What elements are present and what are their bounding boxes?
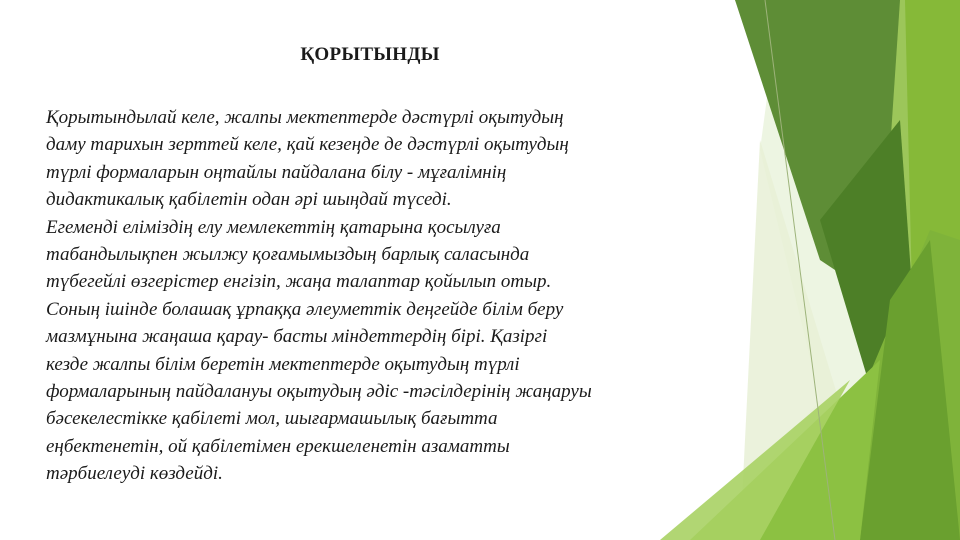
text-line: бәсекелестікке қабілеті мол, шығармашылық бағытта xyxy=(46,408,498,430)
body-paragraph xyxy=(46,104,746,488)
text-line: түбегейлі өзгерістер енгізіп, жаңа талаптар қойылып отыр. xyxy=(46,271,552,293)
text-line: формаларының пайдалануы оқытудың әдіс -тәсілдерінің жаңаруы xyxy=(46,381,592,403)
text-line: дидактикалық қабілетін одан әрі шыңдай түседі. xyxy=(46,189,452,211)
text-line: кезде жалпы білім беретін мектептерде оқытудың түрлі xyxy=(46,353,520,375)
slide-title: ҚОРЫТЫНДЫ xyxy=(300,44,440,65)
text-line: тәрбиелеуді көздейді. xyxy=(46,463,223,485)
text-line: Қорытындылай келе, жалпы мектептерде дәстүрлі оқытудың xyxy=(46,107,564,128)
text-line: мазмұнына жаңаша қарау- басты міндеттердің бірі. Қазіргі xyxy=(46,326,548,348)
text-line: түрлі формаларын оңтайлы пайдалана білу - мұғалімнің xyxy=(46,161,507,183)
text-line: даму тарихын зерттей келе, қай кезеңде де дәстүрлі оқытудың xyxy=(46,134,569,156)
text-line: еңбектенетін, ой қабілетімен ерекшеленетін азаматты xyxy=(46,435,510,457)
text-line: Соның ішінде болашақ ұрпаққа әлеуметтік деңгейде білім беру xyxy=(46,298,564,320)
text-line: табандылықпен жылжу қоғамымыздың барлық саласында xyxy=(46,244,530,266)
text-line: Егеменді еліміздің елу мемлекеттің қатарына қосылуға xyxy=(46,216,501,238)
